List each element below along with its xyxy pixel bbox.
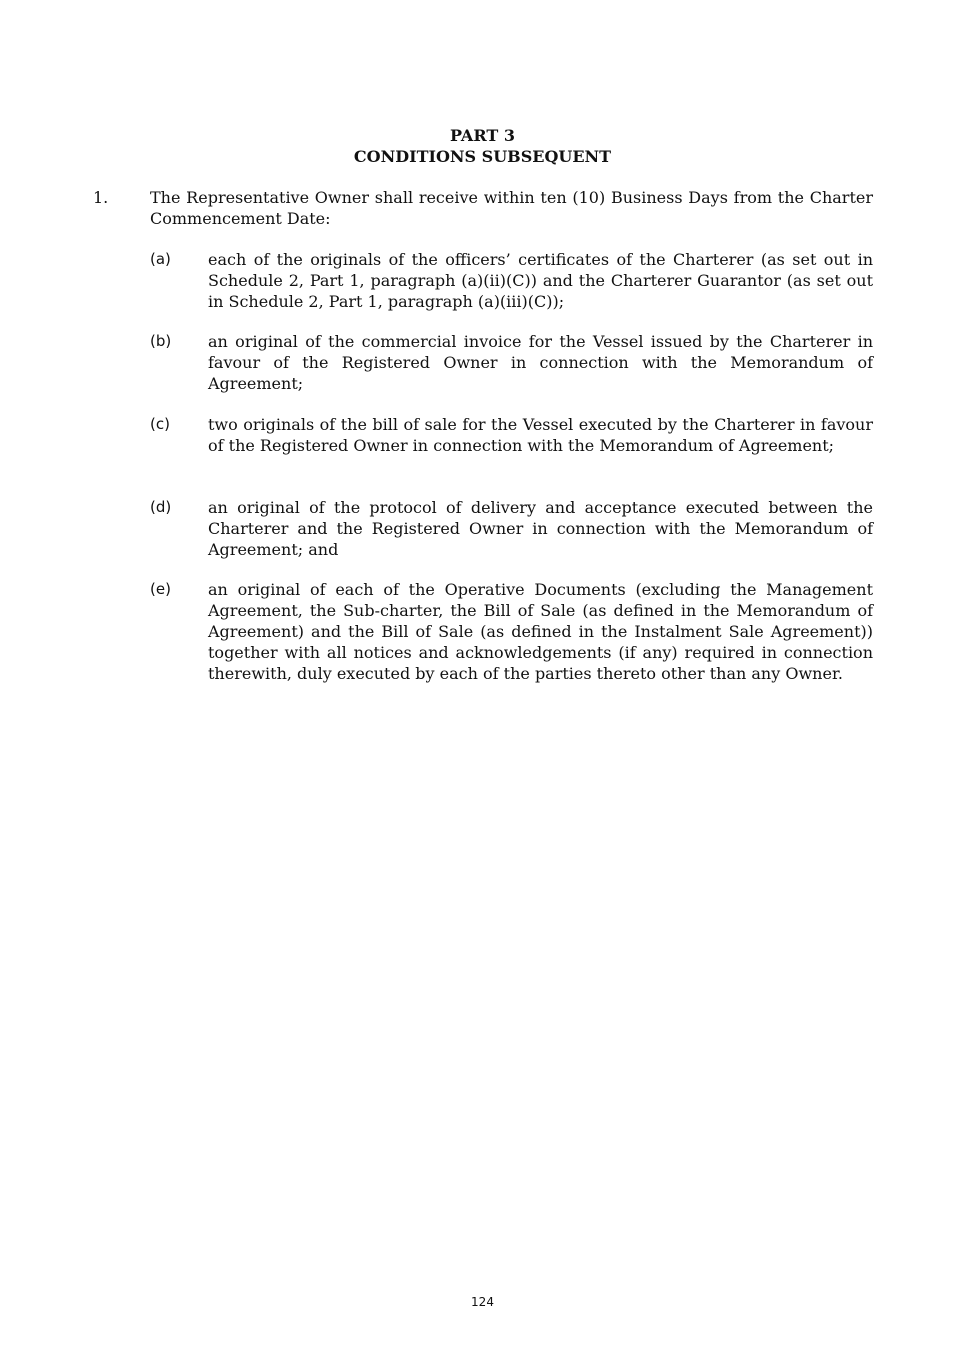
list-item-c [150,414,873,456]
list-item-text: an original of the protocol of delivery and acceptance executed between the Charterer and the Registered Owner in connection with the Memorandum of Agreement; and [208,498,873,559]
list-item-text: each of the originals of the officers’ certificates of the Charterer (as set out in Schedule 2, Part 1, paragraph (a)(ii)(C)) and the Charterer Guarantor (as set out in Schedule 2, Part 1, paragraph (a)(iii)(C)); [208,250,873,311]
clause-number: 1. [93,188,109,207]
list-item-label: (a) [150,250,171,268]
list-item-label: (e) [150,580,171,598]
list-item-text: an original of the commercial invoice for the Vessel issued by the Charterer in favour of the Registered Owner in connection with the Memorandum of Agreement; [208,332,873,393]
clause-text: The Representative Owner shall receive within ten (10) Business Days from the Charter Commencement Date: [150,188,873,228]
list-item-b [150,331,873,394]
list-item-d [150,497,873,560]
page-number: 124 [471,1295,494,1309]
list-item-text: two originals of the bill of sale for the Vessel executed by the Charterer in favour of the Registered Owner in connection with the Memorandum of Agreement; [208,415,873,455]
list-item-text: an original of each of the Operative Documents (excluding the Management Agreement, the Sub-charter, the Bill of Sale (as defined in the Memorandum of Agreement) and the Bill of Sale (as defined in the Instalment Sale Agreement)) together with all notices and acknowledgements (if any) required in connection therewith, duly executed by each of the parties thereto other than any Owner. [208,580,873,683]
list-item-e [150,579,873,684]
clause-1 [93,187,873,229]
list-item-label: (b) [150,332,172,350]
list-item-a [150,249,873,312]
section-title: CONDITIONS SUBSEQUENT [353,147,612,166]
list-item-label: (d) [150,498,172,516]
list-item-label: (c) [150,415,170,433]
part-heading: PART 3 [450,126,515,145]
